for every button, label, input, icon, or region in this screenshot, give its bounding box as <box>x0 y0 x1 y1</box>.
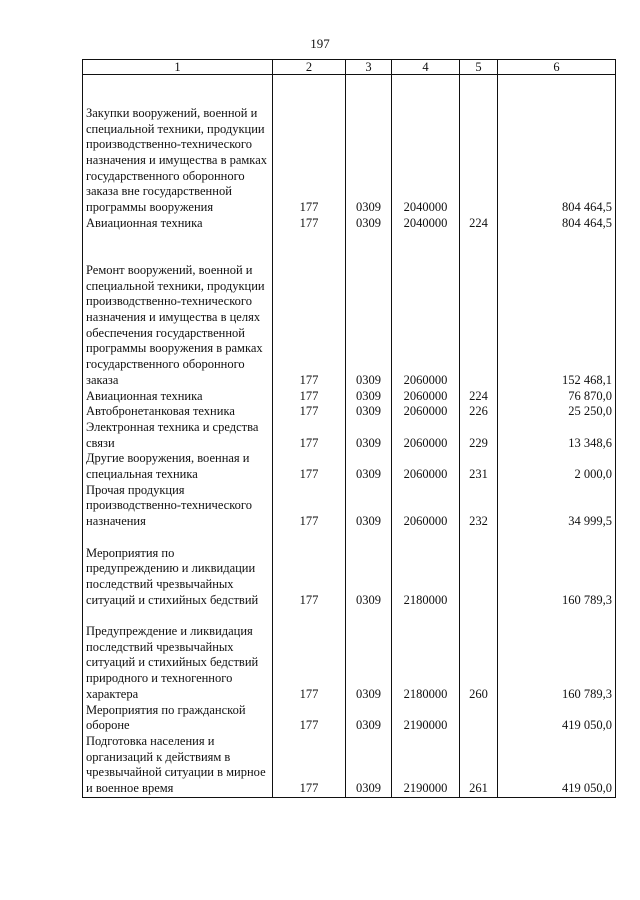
row-name-cell: Подготовка населения и организаций к действиям в чрезвычайной ситуации в мирное и военное время <box>83 734 273 797</box>
header-col-2: 2 <box>273 60 346 75</box>
row-name-cell: Авиационная техника <box>83 389 273 405</box>
row-amount-cell: 13 348,6 <box>498 420 616 451</box>
row-col-5-cell <box>460 703 498 734</box>
row-col-5-cell: 224 <box>460 216 498 232</box>
row-col-4-cell: 2190000 <box>392 734 460 797</box>
table-row <box>83 420 616 451</box>
header-col-1: 1 <box>83 60 273 75</box>
row-col-5-cell <box>460 232 498 389</box>
row-name-cell: Закупки вооружений, военной и специальной техники, продукции производственно-технического назначения и имущества в рамках государственного оборонного заказа вне государственной программы вооружения <box>83 75 273 216</box>
row-amount-cell: 419 050,0 <box>498 703 616 734</box>
row-col-5-cell: 231 <box>460 451 498 482</box>
table-row <box>83 75 616 216</box>
row-col-3-cell: 0309 <box>346 404 392 420</box>
row-col-5-cell: 260 <box>460 608 498 702</box>
row-amount-cell: 160 789,3 <box>498 608 616 702</box>
row-col-2-cell: 177 <box>273 389 346 405</box>
table-row <box>83 216 616 232</box>
header-col-3: 3 <box>346 60 392 75</box>
row-col-4-cell: 2040000 <box>392 216 460 232</box>
row-col-2-cell: 177 <box>273 75 346 216</box>
row-name-cell: Предупреждение и ликвидация последствий чрезвычайных ситуаций и стихийных бедствий природного и техногенного характера <box>83 608 273 702</box>
row-col-2-cell: 177 <box>273 404 346 420</box>
row-name-cell: Электронная техника и средства связи <box>83 420 273 451</box>
row-col-4-cell: 2190000 <box>392 703 460 734</box>
row-col-2-cell: 177 <box>273 451 346 482</box>
row-col-2-cell: 177 <box>273 734 346 797</box>
row-col-2-cell: 177 <box>273 420 346 451</box>
row-amount-cell: 804 464,5 <box>498 216 616 232</box>
row-col-3-cell: 0309 <box>346 530 392 609</box>
table-row <box>83 530 616 609</box>
row-name-cell: Ремонт вооружений, военной и специальной техники, продукции производственно-технического назначения и имущества в целях обеспечения государственной программы вооружения в рамках государственного оборонного заказа <box>83 232 273 389</box>
table-row <box>83 404 616 420</box>
row-col-3-cell: 0309 <box>346 734 392 797</box>
row-name-cell: Прочая продукция производственно-технического назначения <box>83 483 273 530</box>
row-col-5-cell: 224 <box>460 389 498 405</box>
row-col-5-cell <box>460 75 498 216</box>
table-row <box>83 451 616 482</box>
row-col-3-cell: 0309 <box>346 75 392 216</box>
row-name-cell: Авиационная техника <box>83 216 273 232</box>
header-row <box>83 60 616 75</box>
table-row <box>83 734 616 797</box>
row-col-4-cell: 2060000 <box>392 451 460 482</box>
table-row <box>83 483 616 530</box>
budget-table <box>82 59 616 798</box>
table-row <box>83 389 616 405</box>
row-col-3-cell: 0309 <box>346 451 392 482</box>
row-col-4-cell: 2060000 <box>392 420 460 451</box>
row-col-4-cell: 2180000 <box>392 608 460 702</box>
row-col-5-cell <box>460 530 498 609</box>
row-amount-cell: 2 000,0 <box>498 451 616 482</box>
row-col-4-cell: 2060000 <box>392 404 460 420</box>
table-row <box>83 232 616 389</box>
row-col-2-cell: 177 <box>273 530 346 609</box>
row-col-3-cell: 0309 <box>346 608 392 702</box>
header-col-6: 6 <box>498 60 616 75</box>
row-amount-cell: 76 870,0 <box>498 389 616 405</box>
page-number: 197 <box>310 36 330 51</box>
row-col-3-cell: 0309 <box>346 703 392 734</box>
row-name-cell: Мероприятия по предупреждению и ликвидации последствий чрезвычайных ситуаций и стихийных бедствий <box>83 530 273 609</box>
row-amount-cell: 34 999,5 <box>498 483 616 530</box>
row-col-5-cell: 261 <box>460 734 498 797</box>
row-amount-cell: 25 250,0 <box>498 404 616 420</box>
row-amount-cell: 160 789,3 <box>498 530 616 609</box>
row-col-3-cell: 0309 <box>346 389 392 405</box>
row-col-3-cell: 0309 <box>346 216 392 232</box>
row-col-4-cell: 2060000 <box>392 483 460 530</box>
row-col-4-cell: 2040000 <box>392 75 460 216</box>
row-col-2-cell: 177 <box>273 483 346 530</box>
row-col-4-cell: 2060000 <box>392 389 460 405</box>
row-col-5-cell: 229 <box>460 420 498 451</box>
row-col-5-cell: 232 <box>460 483 498 530</box>
header-col-4: 4 <box>392 60 460 75</box>
row-amount-cell: 804 464,5 <box>498 75 616 216</box>
row-name-cell: Мероприятия по гражданской обороне <box>83 703 273 734</box>
row-amount-cell: 419 050,0 <box>498 734 616 797</box>
row-col-3-cell: 0309 <box>346 232 392 389</box>
row-amount-cell: 152 468,1 <box>498 232 616 389</box>
row-col-4-cell: 2060000 <box>392 232 460 389</box>
row-col-4-cell: 2180000 <box>392 530 460 609</box>
row-col-2-cell: 177 <box>273 232 346 389</box>
table-row <box>83 703 616 734</box>
row-col-5-cell: 226 <box>460 404 498 420</box>
table-row <box>83 608 616 702</box>
header-col-5: 5 <box>460 60 498 75</box>
row-col-2-cell: 177 <box>273 703 346 734</box>
row-col-3-cell: 0309 <box>346 483 392 530</box>
row-col-3-cell: 0309 <box>346 420 392 451</box>
row-name-cell: Автобронетанковая техника <box>83 404 273 420</box>
row-col-2-cell: 177 <box>273 216 346 232</box>
row-col-2-cell: 177 <box>273 608 346 702</box>
row-name-cell: Другие вооружения, военная и специальная техника <box>83 451 273 482</box>
